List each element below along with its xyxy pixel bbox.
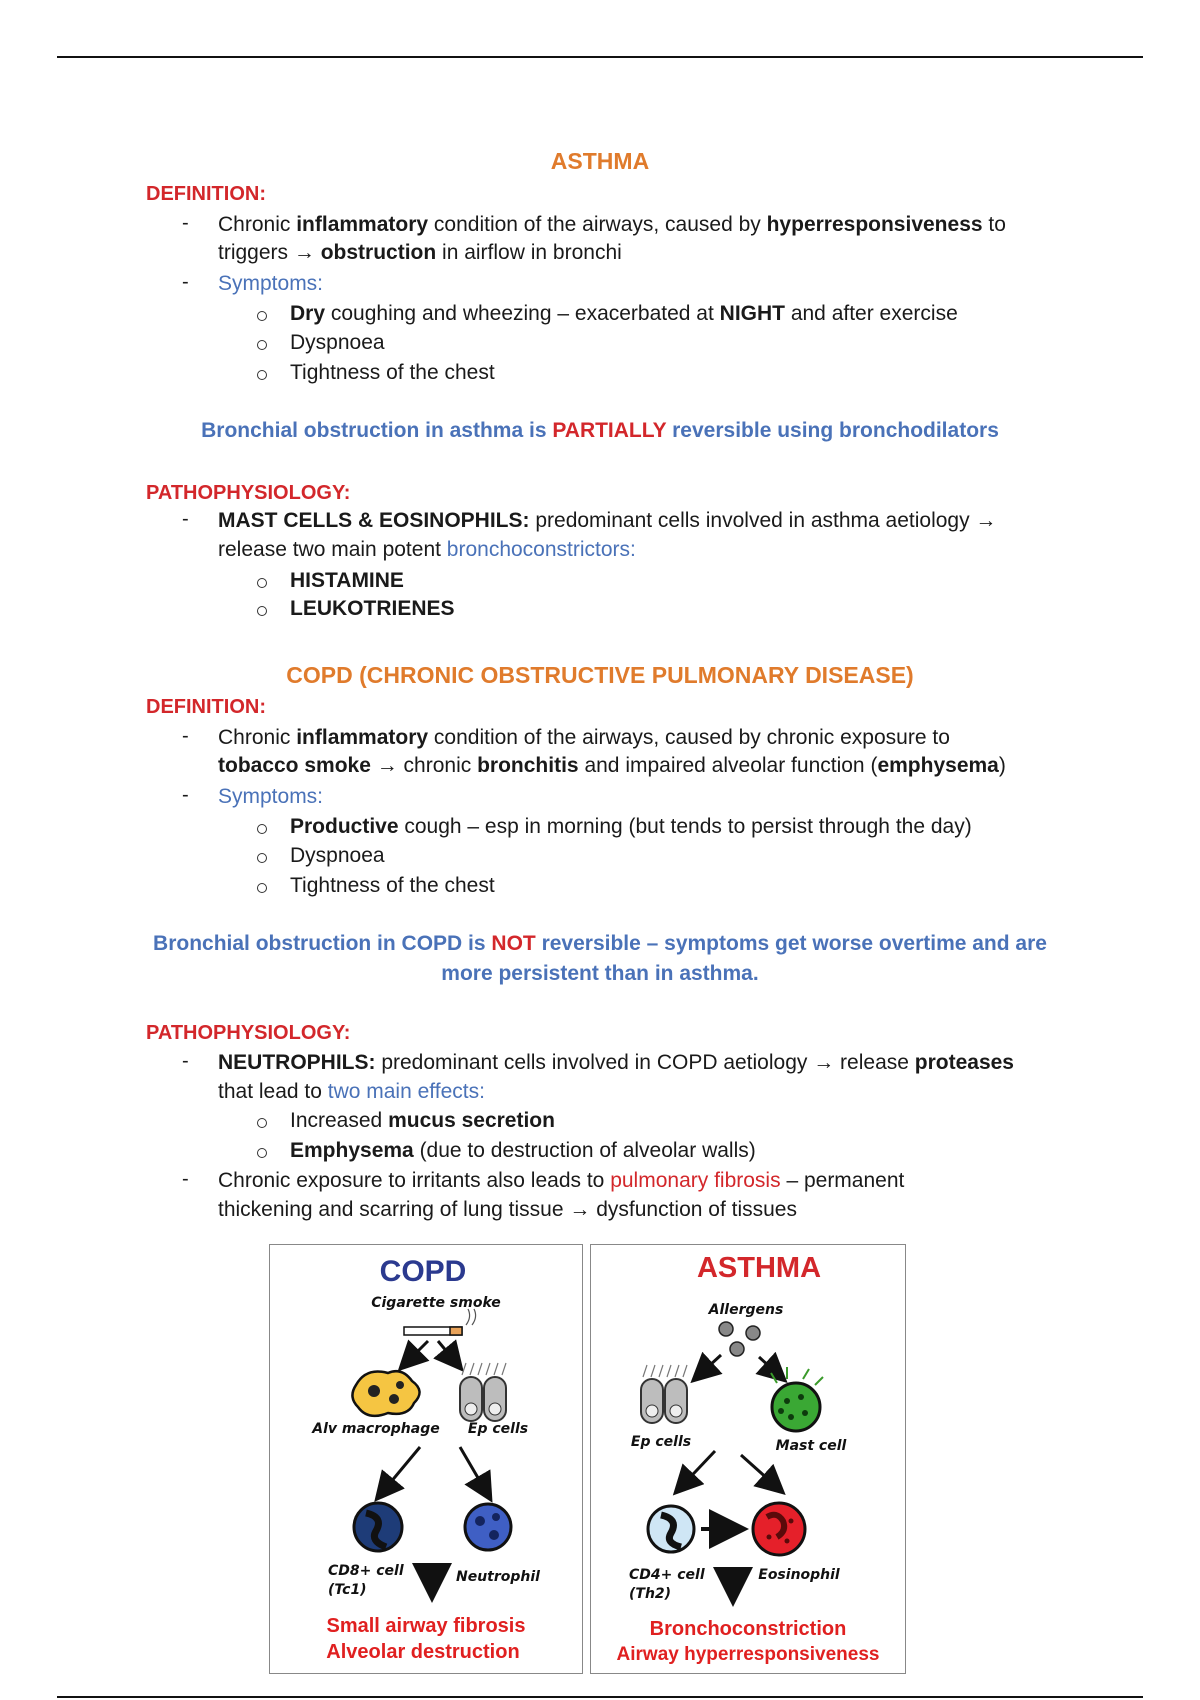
copd-diagram-title: COPD — [379, 1255, 467, 1288]
asthma-cell1-label: Ep cells — [630, 1434, 692, 1450]
copd-cell3-label-2: (Tc1) — [328, 1582, 367, 1598]
asthma-cell4-label: Eosinophil — [758, 1567, 840, 1583]
circle-bullet — [257, 340, 267, 350]
copd-outcome-2: Alveolar destruction — [326, 1641, 520, 1663]
circle-bullet — [257, 853, 267, 863]
arrow — [697, 1355, 721, 1377]
asthma-title: ASTHMA — [550, 148, 650, 174]
arrow — [679, 1451, 715, 1489]
dash-bullet: - — [182, 1050, 189, 1072]
allergens-icon — [719, 1322, 760, 1356]
asthma-diagram-title: ASTHMA — [696, 1252, 822, 1284]
asthma-outcome-1: Bronchoconstriction — [649, 1618, 847, 1640]
ep-cells-icon — [460, 1363, 506, 1421]
copd-cell1-label: Alv macrophage — [312, 1421, 440, 1437]
copd-fibrosis-line-1: Chronic exposure to irritants also leads to pulmonary fibrosis – permanent — [218, 1169, 905, 1192]
asthma-symptoms-label: Symptoms: — [218, 272, 324, 295]
dash-bullet: - — [182, 212, 189, 234]
copd-symptom-2: Dyspnoea — [290, 844, 385, 867]
arrow — [759, 1357, 781, 1377]
arrow — [438, 1341, 458, 1365]
neutrophil-icon — [465, 1504, 511, 1550]
asthma-patho-line-1: MAST CELLS & EOSINOPHILS: predominant cells involved in asthma aetiology → — [218, 509, 997, 532]
dash-bullet: - — [182, 508, 189, 530]
cigarette-icon — [404, 1309, 476, 1335]
circle-bullet — [257, 824, 267, 834]
ep-cells-icon — [641, 1365, 687, 1423]
copd-effect-2: Emphysema (due to destruction of alveolar walls) — [290, 1139, 756, 1162]
asthma-symptom-1: Dry coughing and wheezing – exacerbated at NIGHT and after exercise — [290, 302, 958, 325]
dash-bullet: - — [182, 1168, 189, 1190]
copd-symptom-1: Productive cough – esp in morning (but tends to persist through the day) — [290, 815, 972, 838]
asthma-symptom-2: Dyspnoea — [290, 331, 385, 354]
asthma-cell3-label-1: CD4+ cell — [629, 1567, 705, 1583]
copd-patho-heading: PATHOPHYSIOLOGY: — [146, 1022, 351, 1044]
copd-definition-line-1: Chronic inflammatory condition of the airways, caused by chronic exposure to — [218, 726, 950, 749]
asthma-trigger-label: Allergens — [708, 1302, 784, 1318]
copd-diagram — [270, 1245, 582, 1673]
alv-macrophage-icon — [352, 1371, 419, 1416]
arrow — [460, 1447, 488, 1495]
asthma-definition-line-2: triggers → obstruction in airflow in bronchi — [218, 241, 622, 264]
dash-bullet: - — [182, 725, 189, 747]
asthma-diagram — [591, 1245, 905, 1673]
copd-symptoms-label: Symptoms: — [218, 785, 324, 808]
circle-bullet — [257, 883, 267, 893]
top-rule — [57, 56, 1143, 58]
copd-cell4-label: Neutrophil — [456, 1569, 540, 1585]
cd4-cell-icon — [648, 1506, 694, 1552]
copd-cell2-label: Ep cells — [467, 1421, 529, 1437]
copd-reversibility-note-1: Bronchial obstruction in COPD is NOT reversible – symptoms get worse overtime and are — [153, 932, 1047, 955]
copd-effect-1: Increased mucus secretion — [290, 1109, 555, 1132]
asthma-cell3-label-2: (Th2) — [629, 1586, 672, 1602]
copd-outcome-1: Small airway fibrosis — [326, 1615, 526, 1637]
arrow — [380, 1447, 420, 1495]
asthma-patho-line-2: release two main potent bronchoconstrictors: — [218, 538, 636, 561]
circle-bullet — [257, 578, 267, 588]
asthma-cell2-label: Mast cell — [775, 1438, 847, 1454]
asthma-symptom-3: Tightness of the chest — [290, 361, 495, 384]
copd-patho-line-1: NEUTROPHILS: predominant cells involved in COPD aetiology → release proteases — [218, 1051, 1014, 1074]
circle-bullet — [257, 606, 267, 616]
copd-symptom-3: Tightness of the chest — [290, 874, 495, 897]
arrow — [741, 1455, 779, 1489]
asthma-reversibility-note: Bronchial obstruction in asthma is PARTIALLY reversible using bronchodilators — [201, 419, 999, 442]
asthma-diagram-panel — [590, 1244, 906, 1674]
copd-definition-heading: DEFINITION: — [146, 696, 266, 718]
circle-bullet — [257, 1118, 267, 1128]
cd8-cell-icon — [354, 1503, 402, 1551]
circle-bullet — [257, 311, 267, 321]
copd-trigger-label: Cigarette smoke — [371, 1295, 501, 1311]
eosinophil-icon — [753, 1503, 805, 1555]
asthma-mediator-1: HISTAMINE — [290, 569, 404, 592]
circle-bullet — [257, 370, 267, 380]
arrow — [404, 1341, 428, 1365]
copd-cell3-label-1: CD8+ cell — [328, 1563, 404, 1579]
copd-reversibility-note-2: more persistent than in asthma. — [441, 962, 759, 985]
circle-bullet — [257, 1148, 267, 1158]
copd-diagram-panel — [269, 1244, 583, 1674]
copd-fibrosis-line-2: thickening and scarring of lung tissue → dysfunction of tissues — [218, 1198, 797, 1221]
dash-bullet: - — [182, 784, 189, 806]
bottom-rule — [57, 1696, 1143, 1698]
copd-patho-line-2: that lead to two main effects: — [218, 1080, 485, 1103]
copd-definition-line-2: tobacco smoke → chronic bronchitis and impaired alveolar function (emphysema) — [218, 754, 1006, 777]
copd-title: COPD (CHRONIC OBSTRUCTIVE PULMONARY DISEASE) — [286, 662, 914, 688]
asthma-patho-heading: PATHOPHYSIOLOGY: — [146, 482, 351, 504]
asthma-definition-line-1: Chronic inflammatory condition of the airways, caused by hyperresponsiveness to — [218, 213, 1006, 236]
asthma-definition-heading: DEFINITION: — [146, 183, 266, 205]
dash-bullet: - — [182, 271, 189, 293]
asthma-mediator-2: LEUKOTRIENES — [290, 597, 455, 620]
asthma-outcome-2: Airway hyperresponsiveness — [616, 1644, 880, 1665]
